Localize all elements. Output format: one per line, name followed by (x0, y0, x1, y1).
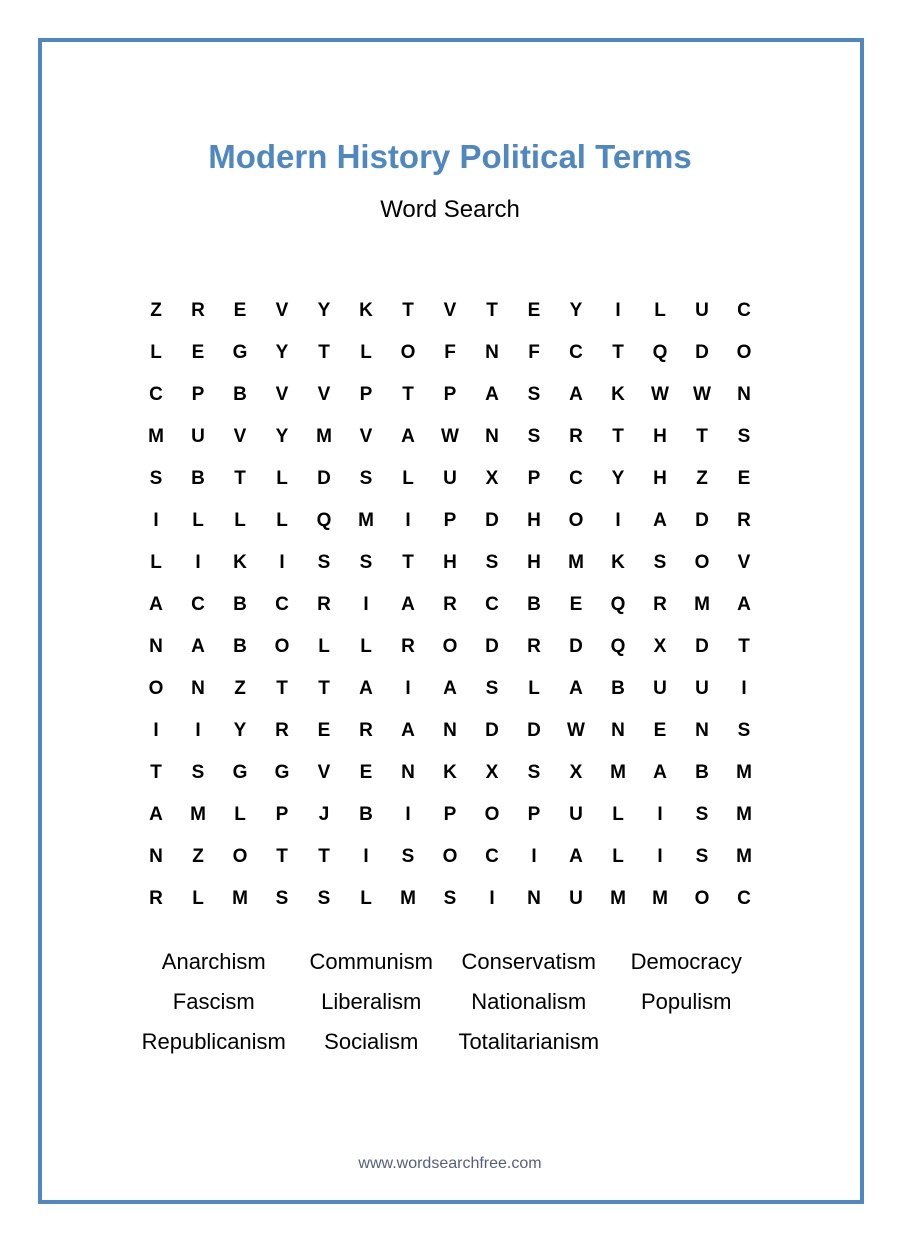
grid-letter: O (694, 552, 710, 573)
letter-grid (135, 290, 765, 920)
grid-letter: B (191, 468, 205, 489)
grid-letter: A (401, 426, 415, 447)
grid-letter: E (191, 342, 205, 363)
grid-letter: Q (316, 510, 332, 531)
grid-letter: S (149, 468, 163, 489)
grid-letter: E (737, 468, 751, 489)
grid-letter: N (485, 426, 499, 447)
grid-row (135, 584, 765, 626)
grid-letter: O (442, 846, 458, 867)
word-item: Fascism (172, 989, 255, 1014)
grid-letter: I (363, 846, 369, 867)
grid-letter: S (485, 678, 499, 699)
grid-letter: Z (234, 678, 246, 699)
word-item: Anarchism (161, 949, 266, 974)
grid-letter: O (484, 804, 500, 825)
grid-letter: T (486, 300, 498, 321)
grid-row (135, 500, 765, 542)
grid-letter: T (318, 678, 330, 699)
grid-letter: F (528, 342, 540, 363)
grid-letter: V (317, 384, 331, 405)
grid-letter: M (694, 594, 710, 615)
word-row (135, 982, 765, 1022)
word-item: Liberalism (321, 989, 422, 1014)
grid-letter: I (615, 510, 621, 531)
grid-letter: A (653, 762, 667, 783)
page-subtitle: Word Search (380, 196, 520, 223)
grid-letter: S (443, 888, 457, 909)
grid-letter: R (149, 888, 163, 909)
grid-letter: M (148, 426, 164, 447)
grid-letter: D (695, 636, 709, 657)
grid-letter: I (405, 804, 411, 825)
grid-letter: K (611, 552, 625, 573)
grid-letter: A (737, 594, 751, 615)
grid-letter: U (653, 678, 667, 699)
grid-letter: S (317, 888, 331, 909)
grid-letter: R (527, 636, 541, 657)
grid-letter: K (611, 384, 625, 405)
grid-letter: O (568, 510, 584, 531)
grid-letter: Y (317, 300, 331, 321)
grid-letter: F (444, 342, 456, 363)
grid-letter: C (485, 846, 499, 867)
grid-letter: S (359, 468, 373, 489)
grid-letter: U (443, 468, 457, 489)
grid-letter: L (318, 636, 330, 657)
grid-letter: V (317, 762, 331, 783)
grid-letter: H (527, 552, 541, 573)
word-row (135, 942, 765, 982)
grid-letter: Q (652, 342, 668, 363)
grid-letter: P (527, 804, 541, 825)
grid-letter: T (276, 846, 288, 867)
grid-row (135, 794, 765, 836)
word-item: Populism (641, 989, 732, 1014)
grid-letter: L (528, 678, 540, 699)
grid-letter: B (233, 594, 247, 615)
grid-letter: R (569, 426, 583, 447)
grid-letter: N (149, 636, 163, 657)
grid-letter: V (275, 384, 289, 405)
grid-row (135, 878, 765, 920)
grid-letter: N (443, 720, 457, 741)
word-list (135, 942, 765, 1062)
grid-letter: O (400, 342, 416, 363)
grid-letter: R (191, 300, 205, 321)
grid-letter: A (401, 594, 415, 615)
grid-row (135, 836, 765, 878)
grid-letter: R (317, 594, 331, 615)
grid-letter: D (695, 342, 709, 363)
grid-letter: J (318, 804, 330, 825)
grid-letter: S (275, 888, 289, 909)
grid-letter: L (612, 846, 624, 867)
grid-letter: P (443, 510, 457, 531)
grid-letter: K (443, 762, 457, 783)
word-item: Socialism (324, 1029, 419, 1054)
grid-letter: B (359, 804, 373, 825)
grid-letter: T (276, 678, 288, 699)
grid-letter: I (657, 804, 663, 825)
word-item: Republicanism (141, 1029, 286, 1054)
grid-letter: M (736, 762, 752, 783)
grid-letter: V (359, 426, 373, 447)
grid-row (135, 710, 765, 752)
grid-letter: R (653, 594, 667, 615)
grid-letter: L (402, 468, 414, 489)
grid-row (135, 290, 765, 332)
grid-letter: N (737, 384, 751, 405)
grid-letter: B (233, 384, 247, 405)
grid-letter: L (192, 510, 204, 531)
grid-letter: P (191, 384, 205, 405)
grid-letter: N (527, 888, 541, 909)
grid-letter: M (652, 888, 668, 909)
grid-letter: R (737, 510, 751, 531)
word-item: Nationalism (471, 989, 587, 1014)
grid-letter: I (741, 678, 747, 699)
grid-letter: L (192, 888, 204, 909)
grid-letter: C (569, 468, 583, 489)
grid-letter: M (568, 552, 584, 573)
grid-letter: C (191, 594, 205, 615)
grid-letter: I (279, 552, 285, 573)
grid-letter: E (317, 720, 331, 741)
page-title: Modern History Political Terms (208, 138, 692, 175)
grid-letter: U (569, 804, 583, 825)
grid-letter: P (359, 384, 373, 405)
grid-letter: I (615, 300, 621, 321)
grid-letter: U (695, 678, 709, 699)
grid-letter: K (359, 300, 373, 321)
grid-letter: I (363, 594, 369, 615)
grid-letter: S (359, 552, 373, 573)
grid-letter: D (317, 468, 331, 489)
grid-letter: R (359, 720, 373, 741)
grid-letter: T (402, 300, 414, 321)
grid-letter: Y (233, 720, 247, 741)
grid-letter: A (149, 594, 163, 615)
grid-letter: B (611, 678, 625, 699)
grid-letter: S (191, 762, 205, 783)
grid-letter: A (149, 804, 163, 825)
word-row (135, 1022, 765, 1062)
grid-letter: T (402, 384, 414, 405)
grid-letter: Y (569, 300, 583, 321)
grid-letter: M (736, 804, 752, 825)
grid-letter: Y (611, 468, 625, 489)
grid-letter: S (695, 846, 709, 867)
grid-letter: A (569, 678, 583, 699)
grid-letter: Y (275, 426, 289, 447)
grid-letter: G (232, 342, 248, 363)
grid-letter: N (149, 846, 163, 867)
grid-letter: U (569, 888, 583, 909)
grid-letter: X (569, 762, 583, 783)
grid-letter: H (443, 552, 457, 573)
grid-letter: P (527, 468, 541, 489)
grid-letter: U (695, 300, 709, 321)
grid-letter: W (693, 384, 711, 405)
grid-letter: O (148, 678, 164, 699)
grid-letter: Q (610, 636, 626, 657)
grid-letter: O (694, 888, 710, 909)
grid-letter: W (567, 720, 585, 741)
grid-letter: C (485, 594, 499, 615)
grid-letter: M (400, 888, 416, 909)
grid-letter: I (195, 720, 201, 741)
grid-letter: A (191, 636, 205, 657)
grid-letter: C (737, 888, 751, 909)
grid-letter: V (737, 552, 751, 573)
grid-letter: T (402, 552, 414, 573)
grid-letter: V (443, 300, 457, 321)
grid-letter: S (527, 762, 541, 783)
grid-letter: T (696, 426, 708, 447)
grid-letter: L (276, 510, 288, 531)
grid-letter: V (233, 426, 247, 447)
grid-letter: H (653, 468, 667, 489)
grid-letter: I (153, 720, 159, 741)
grid-letter: P (443, 384, 457, 405)
grid-letter: T (738, 636, 750, 657)
grid-letter: W (651, 384, 669, 405)
grid-letter: O (442, 636, 458, 657)
grid-letter: S (737, 426, 751, 447)
grid-letter: L (360, 888, 372, 909)
grid-row (135, 374, 765, 416)
grid-letter: S (401, 846, 415, 867)
grid-letter: E (653, 720, 667, 741)
grid-row (135, 416, 765, 458)
grid-letter: T (318, 846, 330, 867)
grid-letter: X (653, 636, 667, 657)
grid-letter: C (569, 342, 583, 363)
grid-letter: H (653, 426, 667, 447)
grid-letter: P (275, 804, 289, 825)
grid-letter: S (527, 426, 541, 447)
grid-letter: L (360, 636, 372, 657)
grid-letter: N (191, 678, 205, 699)
grid-letter: C (149, 384, 163, 405)
grid-letter: A (401, 720, 415, 741)
grid-letter: S (317, 552, 331, 573)
grid-letter: B (527, 594, 541, 615)
grid-letter: L (654, 300, 666, 321)
grid-letter: Q (610, 594, 626, 615)
grid-letter: M (610, 888, 626, 909)
grid-letter: A (653, 510, 667, 531)
grid-row (135, 668, 765, 710)
grid-letter: D (485, 636, 499, 657)
grid-letter: T (612, 342, 624, 363)
grid-letter: N (695, 720, 709, 741)
grid-letter: L (276, 468, 288, 489)
grid-row (135, 332, 765, 374)
grid-letter: O (736, 342, 752, 363)
grid-letter: R (401, 636, 415, 657)
grid-letter: S (527, 384, 541, 405)
grid-letter: D (527, 720, 541, 741)
grid-letter: M (358, 510, 374, 531)
grid-letter: S (653, 552, 667, 573)
grid-letter: A (569, 846, 583, 867)
grid-row (135, 626, 765, 668)
grid-letter: C (275, 594, 289, 615)
grid-letter: K (233, 552, 247, 573)
grid-letter: L (234, 804, 246, 825)
grid-letter: M (316, 426, 332, 447)
grid-row (135, 752, 765, 794)
grid-row (135, 458, 765, 500)
grid-letter: Y (275, 342, 289, 363)
grid-letter: O (274, 636, 290, 657)
grid-letter: B (233, 636, 247, 657)
grid-letter: I (489, 888, 495, 909)
grid-letter: W (441, 426, 459, 447)
grid-letter: C (737, 300, 751, 321)
grid-row (135, 542, 765, 584)
grid-letter: S (485, 552, 499, 573)
grid-letter: D (695, 510, 709, 531)
word-item: Communism (309, 949, 433, 974)
grid-letter: N (485, 342, 499, 363)
grid-letter: A (359, 678, 373, 699)
grid-letter: Z (192, 846, 204, 867)
grid-letter: G (274, 762, 290, 783)
grid-letter: B (695, 762, 709, 783)
grid-letter: L (360, 342, 372, 363)
grid-letter: O (232, 846, 248, 867)
footer-url[interactable]: www.wordsearchfree.com (358, 1155, 542, 1172)
grid-letter: I (657, 846, 663, 867)
grid-letter: E (233, 300, 247, 321)
grid-letter: T (318, 342, 330, 363)
word-item: Conservatism (461, 949, 596, 974)
grid-letter: I (195, 552, 201, 573)
word-item: Totalitarianism (458, 1029, 600, 1054)
grid-letter: M (610, 762, 626, 783)
grid-letter: I (405, 510, 411, 531)
grid-letter: Z (150, 300, 162, 321)
grid-letter: H (527, 510, 541, 531)
grid-letter: M (232, 888, 248, 909)
grid-letter: L (612, 804, 624, 825)
grid-letter: V (275, 300, 289, 321)
grid-letter: T (612, 426, 624, 447)
grid-letter: A (443, 678, 457, 699)
grid-letter: I (531, 846, 537, 867)
grid-letter: I (405, 678, 411, 699)
grid-letter: M (736, 846, 752, 867)
grid-letter: L (150, 342, 162, 363)
grid-letter: A (485, 384, 499, 405)
grid-letter: Z (696, 468, 708, 489)
grid-letter: N (611, 720, 625, 741)
grid-letter: U (191, 426, 205, 447)
grid-letter: M (190, 804, 206, 825)
grid-letter: R (443, 594, 457, 615)
grid-letter: R (275, 720, 289, 741)
grid-letter: A (569, 384, 583, 405)
grid-letter: S (695, 804, 709, 825)
grid-letter: E (569, 594, 583, 615)
grid-letter: D (485, 720, 499, 741)
grid-letter: P (443, 804, 457, 825)
grid-letter: L (234, 510, 246, 531)
word-item: Democracy (630, 949, 742, 974)
grid-letter: X (485, 762, 499, 783)
grid-letter: N (401, 762, 415, 783)
grid-letter: D (485, 510, 499, 531)
grid-letter: X (485, 468, 499, 489)
grid-letter: T (234, 468, 246, 489)
grid-letter: L (150, 552, 162, 573)
grid-letter: E (527, 300, 541, 321)
grid-letter: E (359, 762, 373, 783)
grid-letter: D (569, 636, 583, 657)
grid-letter: I (153, 510, 159, 531)
grid-letter: G (232, 762, 248, 783)
grid-letter: T (150, 762, 162, 783)
grid-letter: S (737, 720, 751, 741)
